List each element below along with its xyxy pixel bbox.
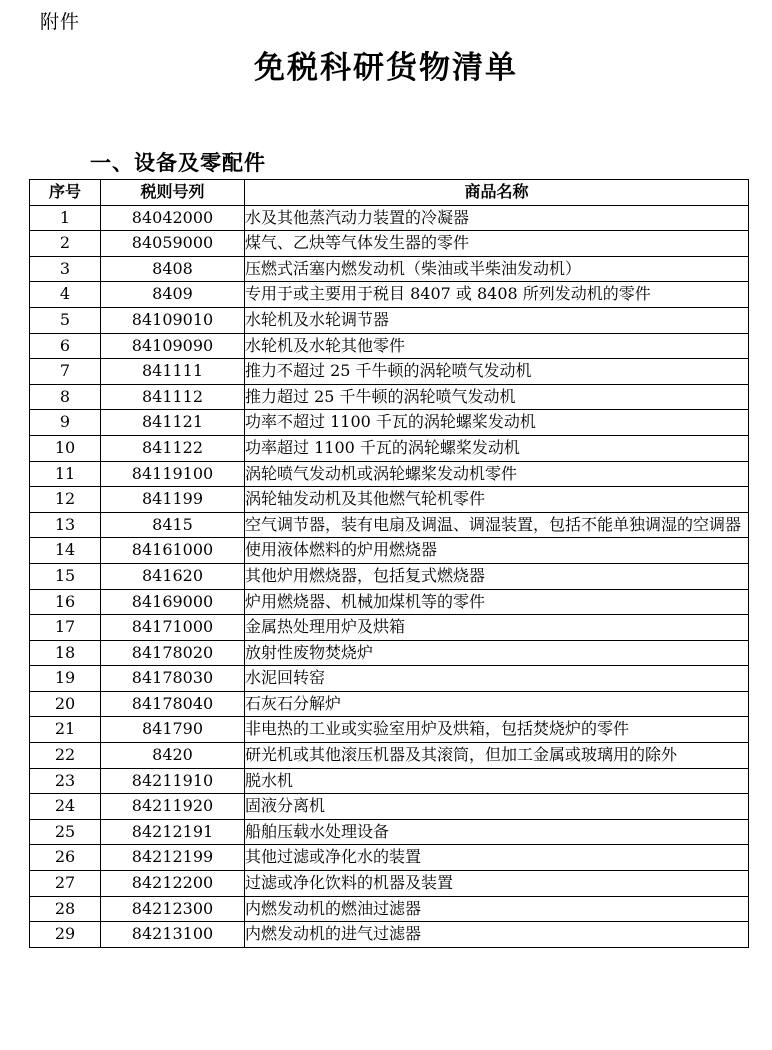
table-header [30,180,749,206]
table-row [30,922,749,948]
row-index: 20 [30,691,101,717]
row-name: 石灰石分解炉 [245,691,749,717]
table-row [30,896,749,922]
table-row [30,384,749,410]
table-row [30,307,749,333]
row-code: 8415 [101,512,245,538]
row-name: 涡轮轴发动机及其他燃气轮机零件 [245,487,749,513]
table-row [30,717,749,743]
row-code: 84178040 [101,691,245,717]
table-row [30,410,749,436]
row-index: 11 [30,461,101,487]
row-code: 841121 [101,410,245,436]
row-code: 84169000 [101,589,245,615]
row-index: 7 [30,359,101,385]
row-name: 内燃发动机的进气过滤器 [245,922,749,948]
row-code: 84212300 [101,896,245,922]
row-name: 过滤或净化饮料的机器及装置 [245,871,749,897]
table-row [30,282,749,308]
row-name: 放射性废物焚烧炉 [245,640,749,666]
row-name: 推力超过 25 千牛顿的涡轮喷气发动机 [245,384,749,410]
row-code: 84212199 [101,845,245,871]
row-name: 非电热的工业或实验室用炉及烘箱，包括焚烧炉的零件 [245,717,749,743]
table-row [30,845,749,871]
row-code: 84161000 [101,538,245,564]
table-row [30,487,749,513]
header-name: 商品名称 [245,180,749,206]
table-row [30,538,749,564]
row-code: 84211910 [101,768,245,794]
row-name: 使用液体燃料的炉用燃烧器 [245,538,749,564]
row-code: 8408 [101,256,245,282]
row-code: 841111 [101,359,245,385]
row-index: 29 [30,922,101,948]
table-row [30,512,749,538]
row-index: 2 [30,231,101,257]
row-code: 84109090 [101,333,245,359]
header-code: 税则号列 [101,180,245,206]
table-row [30,563,749,589]
row-name: 炉用燃烧器、机械加煤机等的零件 [245,589,749,615]
row-code: 841112 [101,384,245,410]
row-name: 水泥回转窑 [245,666,749,692]
row-name: 涡轮喷气发动机或涡轮螺桨发动机零件 [245,461,749,487]
row-index: 18 [30,640,101,666]
row-code: 84212191 [101,819,245,845]
row-index: 19 [30,666,101,692]
row-index: 10 [30,435,101,461]
row-code: 84178030 [101,666,245,692]
row-index: 12 [30,487,101,513]
table-row [30,691,749,717]
row-name: 专用于或主要用于税目 8407 或 8408 所列发动机的零件 [245,282,749,308]
table-row [30,256,749,282]
row-code: 841199 [101,487,245,513]
row-index: 24 [30,794,101,820]
row-code: 84211920 [101,794,245,820]
row-code: 84213100 [101,922,245,948]
row-code: 84171000 [101,615,245,641]
row-index: 28 [30,896,101,922]
table-row [30,589,749,615]
table-row [30,461,749,487]
row-index: 15 [30,563,101,589]
row-name: 船舶压载水处理设备 [245,819,749,845]
page-title: 免税科研货物清单 [254,50,518,86]
row-name: 煤气、乙炔等气体发生器的零件 [245,231,749,257]
row-name: 水及其他蒸汽动力装置的冷凝器 [245,205,749,231]
table-row [30,615,749,641]
row-index: 27 [30,871,101,897]
row-index: 5 [30,307,101,333]
table-row [30,871,749,897]
goods-table [29,179,749,948]
row-name: 水轮机及水轮调节器 [245,307,749,333]
table-row [30,794,749,820]
row-index: 17 [30,615,101,641]
row-code: 84212200 [101,871,245,897]
row-index: 14 [30,538,101,564]
row-index: 16 [30,589,101,615]
row-name: 推力不超过 25 千牛顿的涡轮喷气发动机 [245,359,749,385]
row-code: 841790 [101,717,245,743]
row-index: 3 [30,256,101,282]
row-code: 84109010 [101,307,245,333]
table-row [30,333,749,359]
row-index: 25 [30,819,101,845]
row-index: 26 [30,845,101,871]
row-code: 84178020 [101,640,245,666]
row-index: 23 [30,768,101,794]
row-index: 13 [30,512,101,538]
table-row [30,666,749,692]
row-code: 841620 [101,563,245,589]
row-index: 22 [30,743,101,769]
row-code: 84119100 [101,461,245,487]
row-name: 固液分离机 [245,794,749,820]
row-name: 水轮机及水轮其他零件 [245,333,749,359]
row-index: 8 [30,384,101,410]
row-name: 压燃式活塞内燃发动机（柴油或半柴油发动机） [245,256,749,282]
table-row [30,231,749,257]
row-name: 其他炉用燃烧器，包括复式燃烧器 [245,563,749,589]
row-name: 功率超过 1100 千瓦的涡轮螺桨发动机 [245,435,749,461]
row-name: 研光机或其他滚压机器及其滚筒，但加工金属或玻璃用的除外 [245,743,749,769]
attachment-label: 附件 [40,11,81,33]
row-code: 84059000 [101,231,245,257]
row-name: 脱水机 [245,768,749,794]
table-row [30,359,749,385]
row-code: 8420 [101,743,245,769]
section-heading: 一、设备及零配件 [90,151,266,175]
row-code: 84042000 [101,205,245,231]
row-name: 空气调节器，装有电扇及调温、调湿装置，包括不能单独调湿的空调器 [245,512,749,538]
table-body [30,205,749,947]
table-row [30,640,749,666]
table-row [30,435,749,461]
table-row [30,819,749,845]
header-index: 序号 [30,180,101,206]
header-row [30,180,749,206]
row-name: 其他过滤或净化水的装置 [245,845,749,871]
row-code: 841122 [101,435,245,461]
row-code: 8409 [101,282,245,308]
table-row [30,205,749,231]
row-index: 21 [30,717,101,743]
row-name: 内燃发动机的燃油过滤器 [245,896,749,922]
table-row [30,768,749,794]
row-index: 6 [30,333,101,359]
row-index: 1 [30,205,101,231]
row-index: 9 [30,410,101,436]
row-name: 金属热处理用炉及烘箱 [245,615,749,641]
row-index: 4 [30,282,101,308]
row-name: 功率不超过 1100 千瓦的涡轮螺桨发动机 [245,410,749,436]
table-row [30,743,749,769]
